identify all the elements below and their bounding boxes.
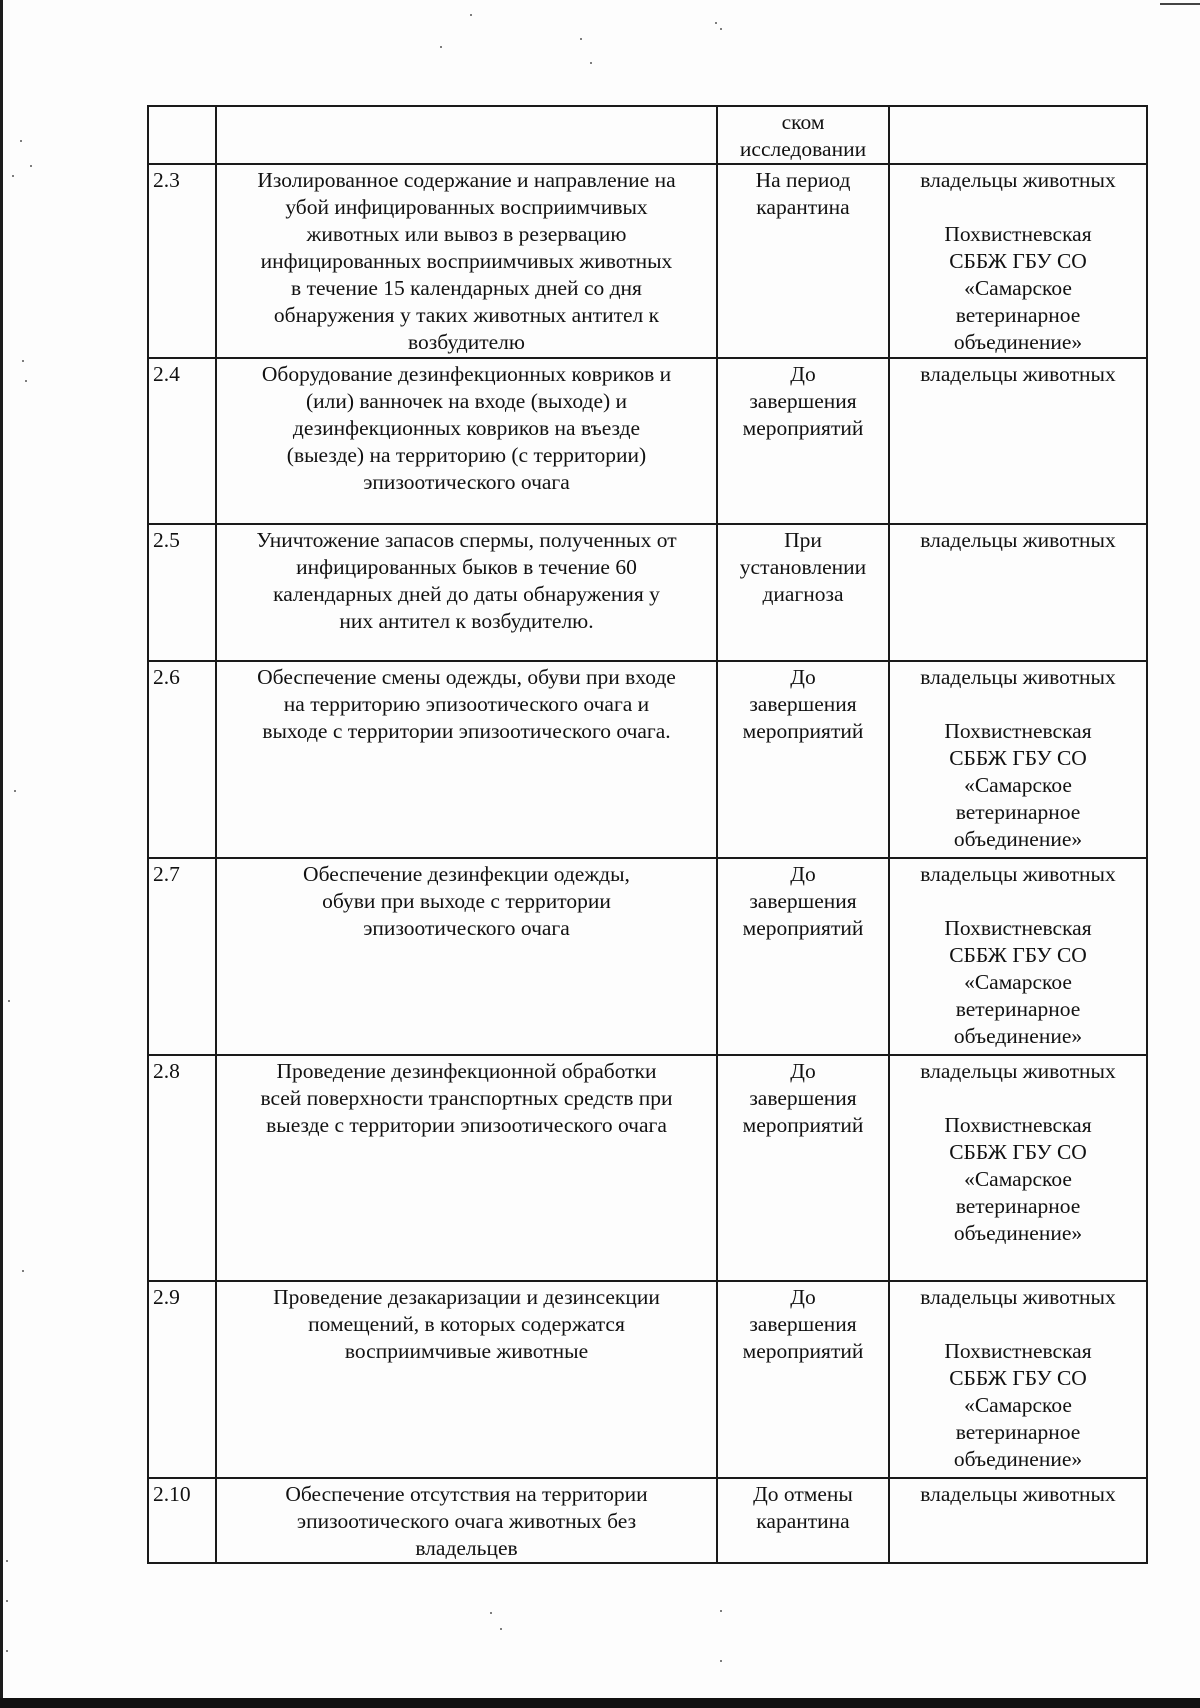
description-line: на территорию эпизоотического очага и xyxy=(283,692,650,716)
term-line: мероприятий xyxy=(742,719,864,743)
measure-responsible xyxy=(889,1281,1147,1478)
responsible-org-line: «Самарское xyxy=(964,276,1072,300)
row-number: 2.5 xyxy=(148,524,216,661)
description-line: Проведение дезакаризации и дезинсекции xyxy=(273,1285,660,1309)
responsible-org-line: Похвистневская xyxy=(944,1339,1092,1363)
description-line: возбудителю xyxy=(408,330,525,354)
scan-speck xyxy=(20,140,22,142)
table-row xyxy=(148,661,1147,858)
scan-speck xyxy=(470,14,472,16)
scan-speck xyxy=(720,1660,722,1662)
measure-responsible xyxy=(889,164,1147,358)
measure-responsible xyxy=(889,106,1147,164)
table-row xyxy=(148,1055,1147,1281)
term-line: завершения xyxy=(749,1086,857,1110)
description-line: владельцев xyxy=(415,1536,518,1560)
responsible-owners: владельцы животных xyxy=(920,362,1116,386)
responsible-owners: владельцы животных xyxy=(920,1059,1116,1083)
responsible-org-line: ветеринарное xyxy=(955,303,1081,327)
description-line: Обеспечение дезинфекции одежды, xyxy=(303,862,630,886)
measure-term xyxy=(717,1055,889,1281)
measures-table xyxy=(147,105,1148,1564)
term-line: мероприятий xyxy=(742,1339,864,1363)
scan-speck xyxy=(12,175,14,177)
responsible-org-line: Похвистневская xyxy=(944,916,1092,940)
measure-description xyxy=(216,1478,717,1563)
term-line: карантина xyxy=(756,1509,850,1533)
responsible-org-line: Похвистневская xyxy=(944,1113,1092,1137)
scan-speck xyxy=(25,380,27,382)
term-line: завершения xyxy=(749,889,857,913)
responsible-owners: владельцы животных xyxy=(920,665,1116,689)
table-row xyxy=(148,858,1147,1055)
measure-description xyxy=(216,661,717,858)
description-line: Оборудование дезинфекционных ковриков и xyxy=(261,362,672,386)
scan-speck xyxy=(500,1628,502,1630)
row-number: 2.3 xyxy=(148,164,216,358)
description-line: эпизоотического очага животных без xyxy=(296,1509,637,1533)
scan-corner-mark xyxy=(1160,3,1200,5)
term-line: До xyxy=(790,1285,816,1309)
term-line: установлении xyxy=(739,555,867,579)
description-line: Уничтожение запасов спермы, полученных от xyxy=(256,528,677,552)
scan-speck xyxy=(720,1610,722,1612)
measure-responsible xyxy=(889,858,1147,1055)
responsible-org-line: «Самарское xyxy=(964,773,1072,797)
measure-term xyxy=(717,106,889,164)
scan-speck xyxy=(440,46,442,48)
term-line: завершения xyxy=(749,1312,857,1336)
spacer xyxy=(894,1085,1142,1112)
description-line: календарных дней до даты обнаружения у xyxy=(273,582,660,606)
description-line: в течение 15 календарных дней со дня xyxy=(291,276,642,300)
table-row xyxy=(148,358,1147,524)
measure-responsible xyxy=(889,1055,1147,1281)
table-row xyxy=(148,524,1147,661)
description-line: Проведение дезинфекционной обработки xyxy=(276,1059,657,1083)
responsible-owners: владельцы животных xyxy=(920,528,1116,552)
scan-speck xyxy=(720,28,722,30)
description-line: эпизоотического очага xyxy=(363,916,570,940)
description-line: всей поверхности транспортных средств при xyxy=(260,1086,673,1110)
responsible-org-line: объединение» xyxy=(953,827,1083,851)
responsible-org-line: Похвистневская xyxy=(944,222,1092,246)
term-line: мероприятий xyxy=(742,916,864,940)
scan-speck xyxy=(490,1612,492,1614)
spacer xyxy=(894,1311,1142,1338)
measure-responsible xyxy=(889,1478,1147,1563)
description-line: инфицированных восприимчивых животных xyxy=(260,249,673,273)
description-line: убой инфицированных восприимчивых xyxy=(285,195,648,219)
responsible-org-line: «Самарское xyxy=(964,970,1072,994)
term-line: До отмены xyxy=(753,1482,853,1506)
description-line: (выезде) на территорию (с территории) xyxy=(286,443,647,467)
term-line: На период xyxy=(755,168,851,192)
term-line: До xyxy=(790,862,816,886)
row-number: 2.4 xyxy=(148,358,216,524)
scan-speck xyxy=(6,1650,8,1652)
description-line: помещений, в которых содержатся xyxy=(308,1312,625,1336)
row-number: 2.7 xyxy=(148,858,216,1055)
term-line: До xyxy=(790,665,816,689)
scan-speck xyxy=(8,1000,10,1002)
description-line: них антител к возбудителю. xyxy=(339,609,594,633)
responsible-org-line: объединение» xyxy=(953,1221,1083,1245)
responsible-org-line: ветеринарное xyxy=(955,800,1081,824)
table-row xyxy=(148,164,1147,358)
term-line: ском xyxy=(781,110,825,134)
term-line: диагноза xyxy=(762,582,844,606)
responsible-org-line: СББЖ ГБУ СО xyxy=(949,1366,1087,1390)
responsible-org-line: ветеринарное xyxy=(955,1420,1081,1444)
scan-speck xyxy=(14,790,16,792)
term-line: карантина xyxy=(756,195,850,219)
responsible-org-line: СББЖ ГБУ СО xyxy=(949,1140,1087,1164)
description-line: эпизоотического очага xyxy=(363,470,570,494)
responsible-org-line: ветеринарное xyxy=(955,997,1081,1021)
measure-term xyxy=(717,1478,889,1563)
description-line: выезде с территории эпизоотического очага xyxy=(266,1113,667,1137)
description-line: обнаружения у таких животных антител к xyxy=(273,303,660,327)
scan-speck xyxy=(30,165,32,167)
spacer xyxy=(894,194,1142,221)
measure-description xyxy=(216,106,717,164)
scan-bottom-edge xyxy=(0,1698,1200,1708)
description-line: Изолированное содержание и направление на xyxy=(257,168,676,192)
responsible-owners: владельцы животных xyxy=(920,1285,1116,1309)
row-number: 2.10 xyxy=(148,1478,216,1563)
description-line: животных или вывоз в резервацию xyxy=(306,222,627,246)
term-line: завершения xyxy=(749,692,857,716)
term-line: мероприятий xyxy=(742,1113,864,1137)
scan-speck xyxy=(580,38,582,40)
table-row xyxy=(148,1281,1147,1478)
measure-term xyxy=(717,858,889,1055)
term-line: исследовании xyxy=(739,137,867,161)
spacer xyxy=(894,691,1142,718)
term-line: мероприятий xyxy=(742,416,864,440)
measure-description xyxy=(216,1281,717,1478)
term-line: До xyxy=(790,362,816,386)
measure-description xyxy=(216,858,717,1055)
row-number xyxy=(148,106,216,164)
responsible-owners: владельцы животных xyxy=(920,862,1116,886)
measure-responsible xyxy=(889,358,1147,524)
row-number: 2.8 xyxy=(148,1055,216,1281)
scan-speck xyxy=(590,62,592,64)
description-line: Обеспечение смены одежды, обуви при входе xyxy=(257,665,676,689)
responsible-owners: владельцы животных xyxy=(920,168,1116,192)
measure-term xyxy=(717,661,889,858)
row-number: 2.6 xyxy=(148,661,216,858)
measure-responsible xyxy=(889,524,1147,661)
responsible-org-line: «Самарское xyxy=(964,1167,1072,1191)
responsible-org-line: объединение» xyxy=(953,1024,1083,1048)
description-line: выходе с территории эпизоотического очага. xyxy=(262,719,671,743)
responsible-org-line: ветеринарное xyxy=(955,1194,1081,1218)
description-line: дезинфекционных ковриков на въезде xyxy=(292,416,641,440)
responsible-org-line: объединение» xyxy=(953,1447,1083,1471)
description-line: инфицированных быков в течение 60 xyxy=(296,555,637,579)
measure-description xyxy=(216,164,717,358)
term-line: До xyxy=(790,1059,816,1083)
scan-left-edge xyxy=(0,0,3,1708)
measure-term xyxy=(717,524,889,661)
scan-speck xyxy=(715,22,717,24)
measure-description xyxy=(216,358,717,524)
row-number: 2.9 xyxy=(148,1281,216,1478)
responsible-org-line: СББЖ ГБУ СО xyxy=(949,943,1087,967)
scan-speck xyxy=(6,1600,8,1602)
measure-term xyxy=(717,1281,889,1478)
responsible-org-line: СББЖ ГБУ СО xyxy=(949,746,1087,770)
measure-term xyxy=(717,358,889,524)
responsible-owners: владельцы животных xyxy=(920,1482,1116,1506)
table-row xyxy=(148,106,1147,164)
term-line: завершения xyxy=(749,389,857,413)
responsible-org-line: СББЖ ГБУ СО xyxy=(949,249,1087,273)
scan-speck xyxy=(22,1270,24,1272)
description-line: восприимчивые животные xyxy=(344,1339,589,1363)
responsible-org-line: объединение» xyxy=(953,330,1083,354)
description-line: (или) ванночек на входе (выходе) и xyxy=(305,389,628,413)
measure-term xyxy=(717,164,889,358)
measure-description xyxy=(216,524,717,661)
responsible-org-line: Похвистневская xyxy=(944,719,1092,743)
scan-speck xyxy=(22,360,24,362)
scan-speck xyxy=(6,1560,8,1562)
measure-responsible xyxy=(889,661,1147,858)
spacer xyxy=(894,888,1142,915)
description-line: обуви при выходе с территории xyxy=(322,889,611,913)
table-row xyxy=(148,1478,1147,1563)
responsible-org-line: «Самарское xyxy=(964,1393,1072,1417)
measure-description xyxy=(216,1055,717,1281)
term-line: При xyxy=(784,528,822,552)
description-line: Обеспечение отсутствия на территории xyxy=(285,1482,648,1506)
